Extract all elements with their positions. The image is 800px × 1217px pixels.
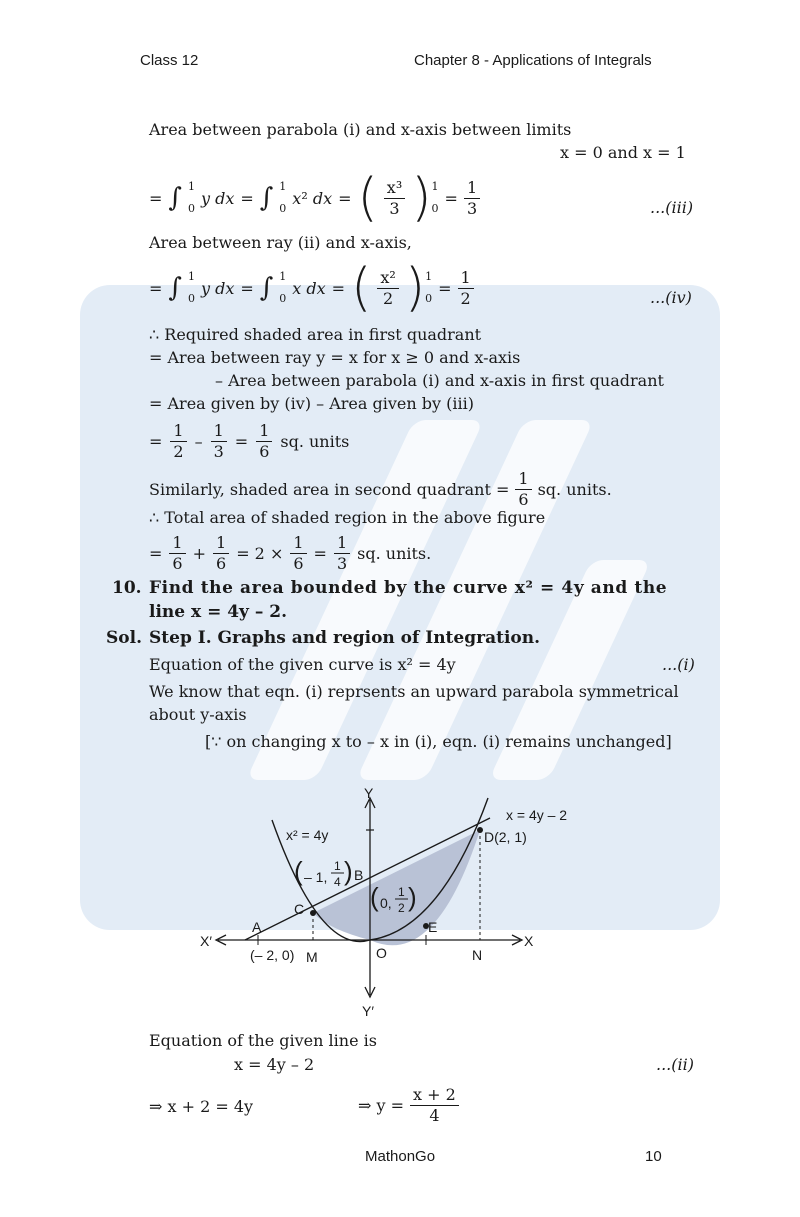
text-line: [∵ on changing x to – x in (i), eqn. (i) remains unchanged] [205, 732, 672, 751]
text-line: = Area given by (iv) – Area given by (iii) [149, 394, 474, 413]
question-text: Find the area bounded by the curve x² = 4y and the [149, 578, 668, 598]
label-curve: x² = 4y [286, 827, 329, 843]
svg-text:): ) [408, 882, 417, 912]
equation-iii: = ∫ 1 0 y dx = ∫ 1 0 x² dx = ( x³ 3 ) 1 0 = $\frac{1}{3}$ [149, 168, 480, 228]
equation-tag: ...(i) [662, 655, 695, 674]
label-m: M [306, 949, 318, 965]
equation-second-quadrant: Similarly, shaded area in second quadrant = $\frac{1}{6}$ sq. units. [149, 468, 612, 509]
step-heading: Step I. Graphs and region of Integration. [149, 628, 541, 648]
svg-text:(: ( [294, 856, 303, 886]
label-line: x = 4y – 2 [506, 807, 568, 823]
point-d [477, 827, 483, 833]
equation-tag: ...(iv) [650, 288, 692, 307]
svg-text:): ) [344, 856, 353, 886]
svg-text:2: 2 [398, 901, 405, 915]
question-number: 10. [112, 578, 142, 598]
text-line: x = 4y – 2 [234, 1055, 315, 1074]
equation-tag: ...(ii) [656, 1055, 694, 1074]
text-line: about y-axis [149, 705, 247, 724]
label-a-coord: (– 2, 0) [250, 947, 295, 963]
label-b: B [354, 867, 364, 883]
text-line: = Area between ray y = x for x ≥ 0 and x-axis [149, 348, 521, 367]
footer-brand: MathonGo [365, 1148, 436, 1165]
equation-impl: ⇒ y = $\frac{x + 2}{4}$ [358, 1082, 459, 1128]
svg-text:0,: 0, [380, 895, 392, 911]
text-line: ∴ Required shaded area in first quadrant [149, 325, 482, 344]
header-chapter: Chapter 8 - Applications of Integrals [414, 52, 652, 69]
svg-text:1: 1 [334, 859, 341, 873]
label-a: A [252, 919, 262, 935]
header-class: Class 12 [140, 52, 199, 69]
label-x: X [524, 933, 534, 949]
text-line: – Area between parabola (i) and x-axis in first quadrant [215, 371, 664, 390]
equation-tag: ...(iii) [650, 198, 694, 217]
svg-text:4: 4 [334, 875, 341, 889]
equation-iv: = ∫ 1 0 y dx = ∫ 1 0 x dx = ( x² 2 ) 1 0 = $\frac{1}{2}$ [149, 258, 474, 318]
equation-total: = $\frac{1}{6}$ + $\frac{1}{6}$ = 2 × $\frac{1}{6}$ = $\frac{1}{3}$ sq. units. [149, 532, 432, 573]
text-line: Equation of the given line is [149, 1031, 377, 1050]
point-c [310, 910, 316, 916]
label-e: E [428, 919, 438, 935]
label-yp: Y′ [362, 1003, 374, 1019]
text-line: ∴ Total area of shaded region in the above figure [149, 508, 546, 527]
label-c: C [294, 901, 305, 917]
text-line: x = 0 and x = 1 [560, 143, 686, 162]
question-text: line x = 4y – 2. [149, 602, 288, 622]
svg-text:(: ( [370, 882, 379, 912]
solution-label: Sol. [106, 628, 142, 648]
svg-text:1: 1 [398, 885, 405, 899]
equation-result: = $\frac{1}{2}$ – $\frac{1}{3}$ = $\frac{1}{6}$ sq. units [149, 420, 350, 461]
text-line: ⇒ x + 2 = 4y [149, 1097, 254, 1116]
label-n: N [472, 947, 483, 963]
svg-text:– 1,: – 1, [304, 869, 328, 885]
text-line: Equation of the given curve is x² = 4y [149, 655, 456, 674]
text-line: Area between ray (ii) and x-axis, [149, 233, 412, 252]
text-line: Area between parabola (i) and x-axis between limits [149, 120, 572, 139]
label-d: D(2, 1) [484, 829, 527, 845]
text-line: We know that eqn. (i) reprsents an upward parabola symmetrical [149, 682, 679, 701]
label-y: Y [364, 785, 374, 801]
label-o: O [376, 945, 387, 961]
label-xp: X′ [200, 933, 212, 949]
figure-graph [190, 780, 590, 1020]
page-number: 10 [645, 1148, 662, 1165]
